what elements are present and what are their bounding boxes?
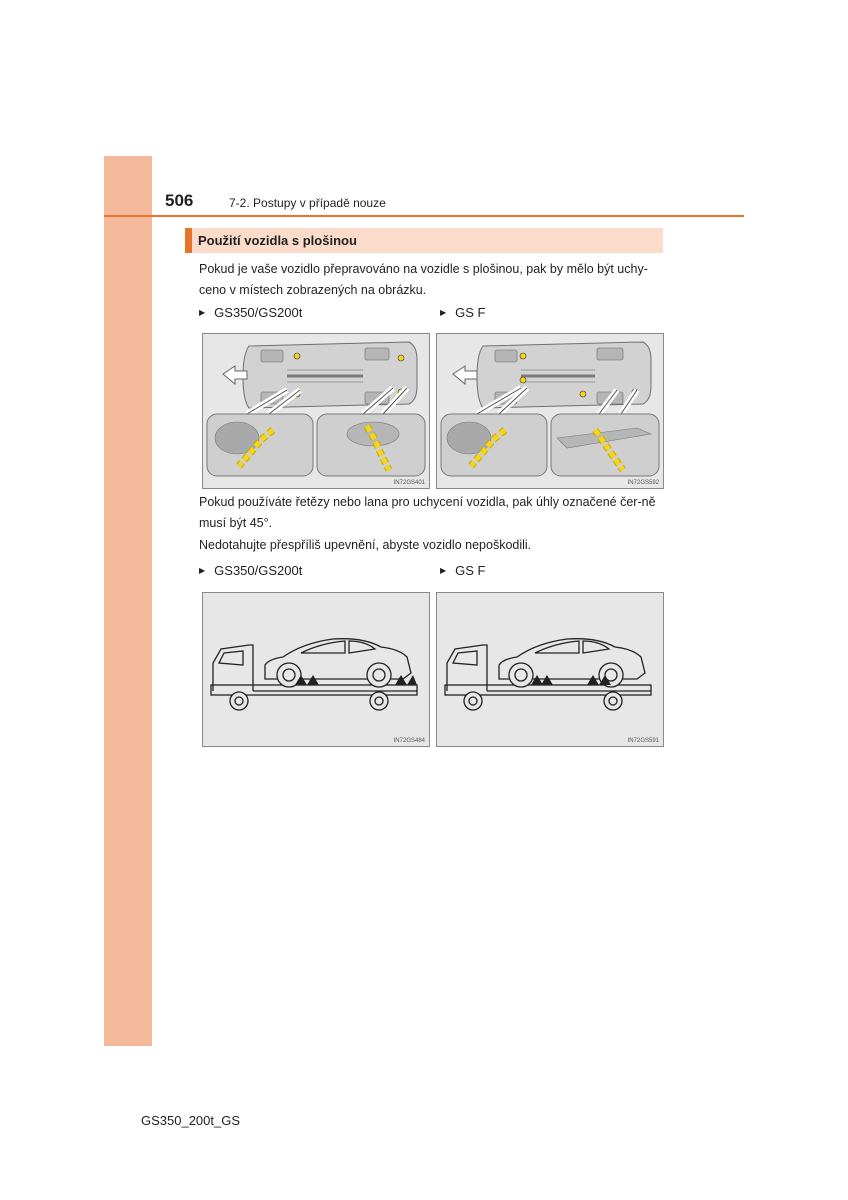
triangle-right-icon: ▶	[199, 308, 206, 317]
variant-label-text: GS F	[455, 305, 486, 320]
chains-paragraph: Pokud používáte řetězy nebo lana pro uchycení vozidla, pak úhly označené čer-ně musí být 45°.	[199, 495, 656, 530]
flatbed-figure-a	[202, 592, 430, 747]
variant-label-text: GS F	[455, 563, 486, 578]
section-accent	[185, 228, 192, 253]
figure-code: IN72GS401	[393, 480, 425, 486]
triangle-right-icon: ▶	[440, 308, 447, 317]
variant-label-a	[199, 563, 302, 578]
flatbed-truck-illustration	[437, 593, 663, 746]
flatbed-figure-b	[436, 592, 664, 747]
variant-label-b	[440, 563, 486, 578]
triangle-right-icon: ▶	[199, 566, 206, 575]
footer-model: GS350_200t_GS	[141, 1113, 241, 1128]
section-title: Použití vozidla s plošinou	[198, 233, 357, 248]
triangle-right-icon: ▶	[440, 566, 447, 575]
chapter-title: 7-2. Postupy v případě nouze	[229, 196, 386, 210]
intro-paragraph: Pokud je vaše vozidlo přepravováno na vozidle s plošinou, pak by mělo být uchy-ceno v místech zobrazených na obrázku.	[199, 262, 648, 297]
side-band	[104, 156, 152, 1046]
tiedown-figure-b	[436, 333, 664, 489]
header-rule	[104, 215, 744, 217]
flatbed-truck-illustration	[203, 593, 429, 746]
variant-label-a	[199, 305, 302, 320]
variant-label-b	[440, 305, 486, 320]
figure-code: IN72GS484	[393, 738, 425, 744]
page-number: 506	[165, 191, 194, 210]
section-header	[185, 228, 663, 253]
figure-code: IN72GS592	[627, 480, 659, 486]
tighten-paragraph: Nedotahujte přespříliš upevnění, abyste vozidlo nepoškodili.	[199, 538, 532, 552]
figure-code: IN72GS591	[627, 738, 659, 744]
car-underside-illustration	[203, 334, 429, 488]
car-underside-illustration	[437, 334, 663, 488]
variant-label-text: GS350/GS200t	[214, 563, 303, 578]
variant-label-text: GS350/GS200t	[214, 305, 303, 320]
tiedown-figure-a	[202, 333, 430, 489]
